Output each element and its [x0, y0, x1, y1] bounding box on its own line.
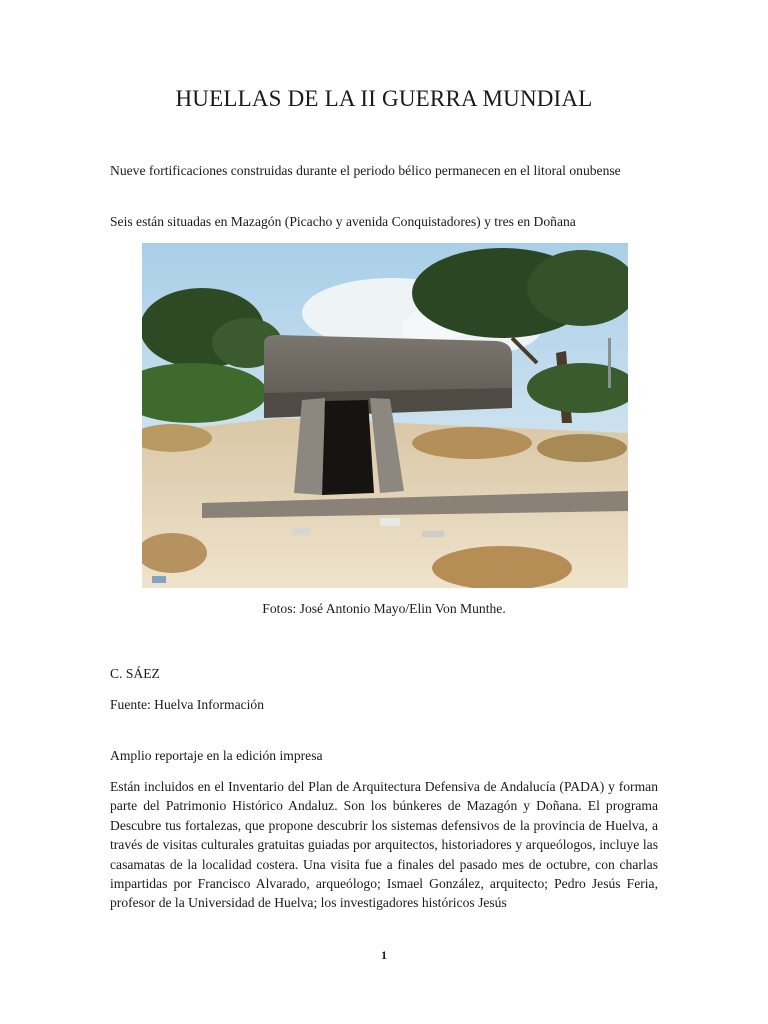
bunker-photo-illustration [142, 243, 628, 588]
author-name: C. SÁEZ [110, 666, 160, 681]
dry-grass [537, 434, 627, 462]
bunker-photo [142, 243, 628, 588]
page-number: 1 [381, 948, 387, 962]
bunker-doorway [322, 400, 374, 495]
document-title: HUELLAS DE LA II GUERRA MUNDIAL [175, 86, 593, 111]
dry-grass [432, 546, 572, 588]
subtitle-two: Seis están situadas en Mazagón (Picacho y avenida Conquistadores) y tres en Doñana [110, 214, 576, 229]
print-note: Amplio reportaje en la edición impresa [110, 748, 323, 763]
article-body: Están incluidos en el Inventario del Plan de Arquitectura Defensiva de Andalucía (PADA) y forman parte del Patrimonio Histórico Andaluz. Son los búnkeres de Mazagón y Doñana. El programa Descubre tus fortalezas, que propone descubrir los sistemas defensivos de la provincia de Huelva, a través de visitas culturales gratuitas guiadas por arquitectos, historiadores y arqueólogos, incluye las casamatas de la localidad costera. Una visita fue a finales del pasado mes de octubre, con charlas impartidas por Francisco Alvarado, arqueólogo; Ismael González, arquitecto; Pedro Jesús Feria, profesor de la Universidad de Huelva; los investigadores históricos Jesús [110, 779, 658, 911]
dry-grass [412, 427, 532, 459]
source-line: Fuente: Huelva Información [110, 697, 265, 712]
subtitle-one: Nueve fortificaciones construidas durante el periodo bélico permanecen en el litoral onubense [110, 163, 621, 178]
debris [422, 531, 444, 537]
debris [152, 576, 166, 583]
lamp-post [608, 338, 611, 388]
debris [380, 518, 400, 526]
debris [292, 528, 310, 535]
photo-caption: Fotos: José Antonio Mayo/Elin Von Munthe. [262, 601, 506, 616]
